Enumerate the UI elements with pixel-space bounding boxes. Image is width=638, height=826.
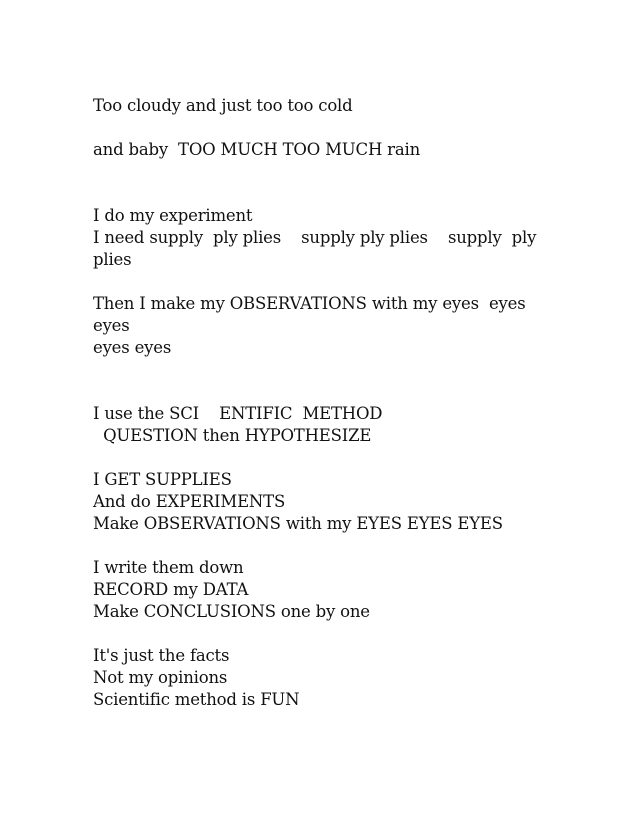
poem-line: Then I make my OBSERVATIONS with my eyes eyes — [93, 294, 526, 313]
poem-line: Too cloudy and just too too cold — [93, 96, 353, 115]
poem-line: plies — [93, 250, 132, 269]
poem-line: I need supply ply plies supply ply plies supply ply — [93, 228, 537, 247]
poem-line: It's just the facts — [93, 646, 230, 665]
poem-line: I GET SUPPLIES — [93, 470, 232, 489]
poem-line: QUESTION then HYPOTHESIZE — [93, 426, 372, 445]
poem-text — [93, 95, 553, 711]
poem-line: Make OBSERVATIONS with my EYES EYES EYES — [93, 514, 503, 533]
poem-line: I write them down — [93, 558, 244, 577]
poem-line: And do EXPERIMENTS — [93, 492, 286, 511]
stanza-break — [93, 271, 553, 293]
stanza-break — [93, 359, 553, 403]
stanza-break — [93, 623, 553, 645]
stanza-break — [93, 161, 553, 205]
poem-line: eyes eyes — [93, 338, 172, 357]
stanza-break — [93, 447, 553, 469]
poem-line: Scientific method is FUN — [93, 690, 300, 709]
stanza-break — [93, 535, 553, 557]
poem-line: and baby TOO MUCH TOO MUCH rain — [93, 140, 420, 159]
poem-line: I use the SCI ENTIFIC METHOD — [93, 404, 383, 423]
poem-line: Make CONCLUSIONS one by one — [93, 602, 370, 621]
poem-line: Not my opinions — [93, 668, 228, 687]
stanza-break — [93, 117, 553, 139]
poem-line: RECORD my DATA — [93, 580, 249, 599]
poem-line: I do my experiment — [93, 206, 253, 225]
poem-line: eyes — [93, 316, 130, 335]
